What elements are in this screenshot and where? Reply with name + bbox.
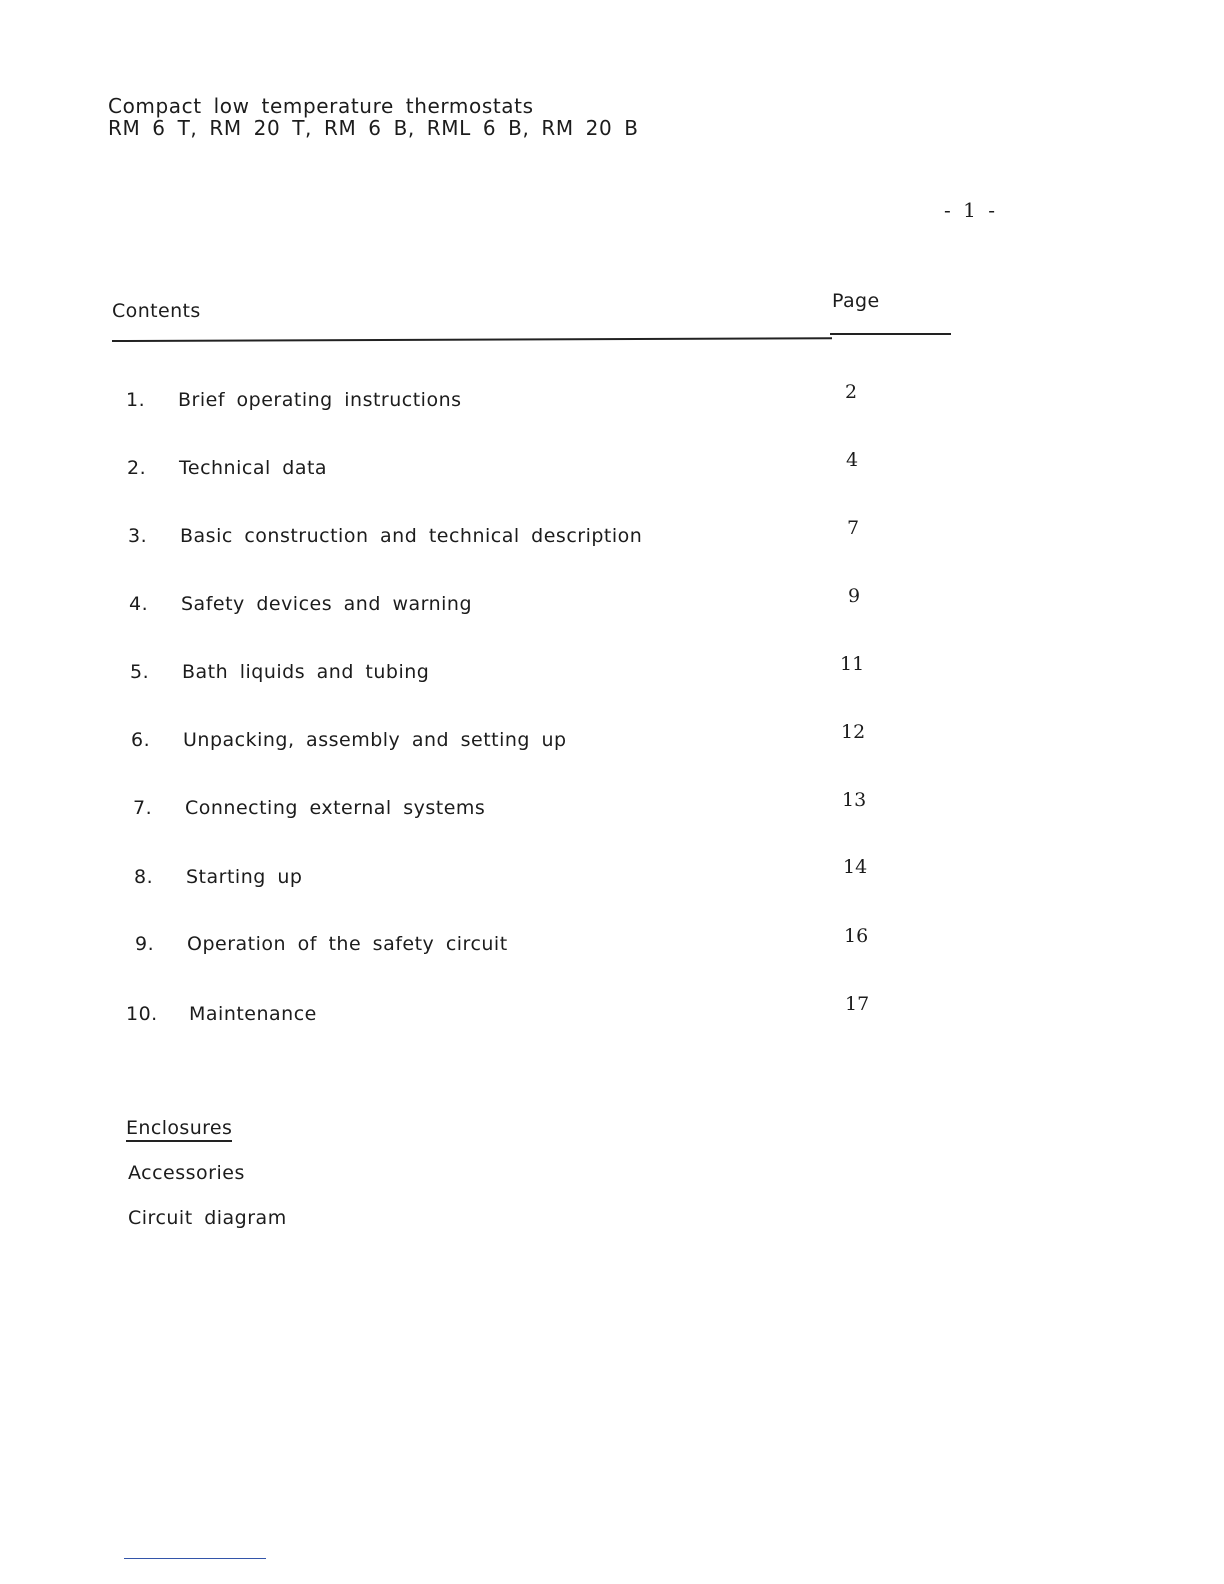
toc-entry-title: Starting up xyxy=(186,866,303,888)
page-column-rule xyxy=(830,333,951,335)
toc-entry-title: Brief operating instructions xyxy=(178,389,462,411)
toc-entry-number: 5. xyxy=(130,661,150,683)
enclosure-item-circuit-diagram: Circuit diagram xyxy=(128,1207,287,1229)
toc-entry-page: 4 xyxy=(846,449,859,471)
toc-entry-page: 14 xyxy=(843,856,868,878)
toc-entry-number: 8. xyxy=(134,866,154,888)
toc-entry-number: 7. xyxy=(133,797,153,819)
page-number: - 1 - xyxy=(944,198,995,222)
document-title: Compact low temperature thermostats xyxy=(108,94,534,118)
contents-heading: Contents xyxy=(112,300,201,322)
footer-rule xyxy=(124,1558,266,1559)
toc-entry-number: 3. xyxy=(128,525,148,547)
page-column-heading: Page xyxy=(832,290,880,312)
toc-entry-page: 9 xyxy=(848,585,861,607)
toc-entry-page: 16 xyxy=(844,925,869,947)
toc-entry-page: 7 xyxy=(847,517,860,539)
toc-entry-title: Unpacking, assembly and setting up xyxy=(183,729,567,751)
toc-entry-page: 11 xyxy=(840,653,865,675)
toc-entry-title: Connecting external systems xyxy=(185,797,486,819)
toc-entry-number: 10. xyxy=(126,1003,158,1025)
toc-entry-page: 13 xyxy=(842,789,867,811)
toc-entry-number: 1. xyxy=(126,389,146,411)
toc-entry-page: 2 xyxy=(845,381,858,403)
toc-entry-title: Operation of the safety circuit xyxy=(187,933,508,955)
enclosure-item-accessories: Accessories xyxy=(128,1162,245,1184)
toc-entry-title: Technical data xyxy=(179,457,328,479)
toc-entry-number: 6. xyxy=(131,729,151,751)
toc-entry-number: 4. xyxy=(129,593,149,615)
toc-entry-number: 9. xyxy=(135,933,155,955)
enclosures-heading: Enclosures xyxy=(126,1117,232,1142)
model-list: RM 6 T, RM 20 T, RM 6 B, RML 6 B, RM 20 B xyxy=(108,116,639,140)
toc-entry-title: Maintenance xyxy=(189,1003,317,1025)
toc-entry-title: Basic construction and technical description xyxy=(180,525,643,547)
toc-entry-number: 2. xyxy=(127,457,147,479)
contents-rule xyxy=(112,337,832,342)
toc-entry-title: Bath liquids and tubing xyxy=(182,661,430,683)
toc-entry-title: Safety devices and warning xyxy=(181,593,473,615)
toc-entry-page: 17 xyxy=(845,993,870,1015)
toc-entry-page: 12 xyxy=(841,721,866,743)
